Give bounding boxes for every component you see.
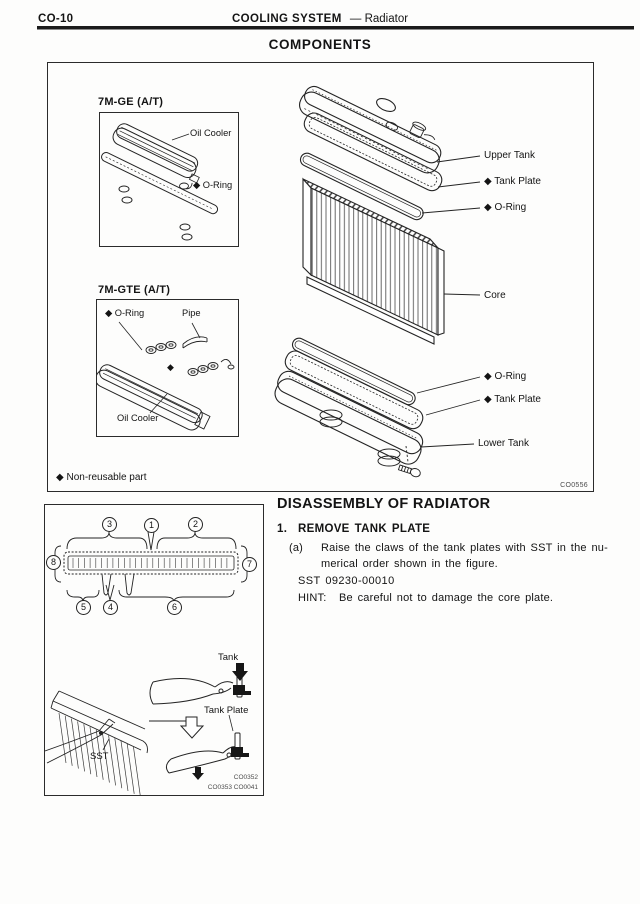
- tank-label: Tank: [218, 652, 239, 663]
- step-number: 1.: [277, 523, 288, 535]
- tank-plate-lower-label: ◆ Tank Plate: [484, 394, 541, 405]
- components-figure: [47, 62, 594, 492]
- claw-number-4: 4: [103, 600, 118, 615]
- tank-plate-upper-label: ◆ Tank Plate: [484, 176, 541, 187]
- sequence-arrow: [149, 717, 203, 738]
- claw-number-1: 1: [144, 518, 159, 533]
- upper-tank-drawing: [296, 72, 451, 177]
- tank-plate-bar-drawing: [64, 552, 238, 595]
- pliers-raise-sketch: [150, 663, 251, 704]
- tank-plate-claw-figure: [44, 504, 264, 796]
- radiator-corner-sketch: [45, 691, 148, 795]
- inset-7mgte-heading: 7M-GTE (A/T): [98, 284, 171, 296]
- header-rule: [37, 26, 634, 30]
- claw-order-drawing: [45, 505, 263, 795]
- non-reusable-diamond-marker: ◆: [167, 362, 174, 372]
- pipe-label-7mgte: Pipe: [182, 308, 201, 318]
- claw-order-braces: [50, 532, 252, 602]
- lower-tank-plate-drawing: [282, 348, 426, 432]
- figure-code-line2: CO0353 CO0041: [207, 783, 258, 791]
- o-ring-upper-label: ◆ O-Ring: [484, 202, 527, 213]
- lower-tank-label: Lower Tank: [478, 438, 529, 449]
- core-drawing: [303, 179, 444, 344]
- non-reusable-footnote: ◆ Non-reusable part: [56, 472, 147, 483]
- claw-number-7: 7: [242, 557, 257, 572]
- core-label: Core: [484, 290, 506, 301]
- page-code: CO-10: [38, 13, 74, 25]
- oil-cooler-label-7mgte: Oil Cooler: [117, 413, 159, 423]
- claw-number-6: 6: [167, 600, 182, 615]
- section-subtitle: — Radiator: [349, 13, 409, 25]
- figure-codes: [208, 773, 258, 792]
- oil-cooler-label-7mge: Oil Cooler: [190, 128, 232, 138]
- tank-plate-label: Tank Plate: [204, 705, 249, 716]
- claw-number-3: 3: [102, 517, 117, 532]
- inset-7mge-heading: 7M-GE (A/T): [98, 96, 164, 108]
- substep-letter: (a): [289, 542, 304, 554]
- running-header: [0, 13, 640, 25]
- hint-text: Be careful not to damage the core plate.: [339, 592, 554, 604]
- claw-number-2: 2: [188, 517, 203, 532]
- hint-label: HINT:: [298, 592, 327, 604]
- o-ring-label-7mgte: ◆ O-Ring: [105, 308, 145, 318]
- lower-tank-drawing: [270, 368, 428, 468]
- disassembly-heading: DISASSEMBLY OF RADIATOR: [277, 496, 491, 512]
- figure-code: CO0556: [560, 482, 588, 489]
- page-title: COMPONENTS: [268, 37, 372, 52]
- substep-line2: merical order shown in the figure.: [321, 558, 498, 570]
- figure-code-line1: CO0352: [233, 774, 258, 782]
- radiator-cap-drawing: [369, 96, 407, 132]
- o-ring-lower-label: ◆ O-Ring: [484, 371, 527, 382]
- inset-7mgte: [96, 299, 239, 437]
- sst-note: SST 09230-00010: [298, 575, 395, 587]
- upper-tank-label: Upper Tank: [484, 150, 535, 161]
- claw-number-5: 5: [76, 600, 91, 615]
- pliers-bend-sketch: [166, 715, 249, 780]
- claw-number-8: 8: [46, 555, 61, 570]
- o-ring-label-7mge: ◆ O-Ring: [193, 180, 233, 190]
- section-title: COOLING SYSTEM: [231, 13, 342, 25]
- substep-line1: Raise the claws of the tank plates with SST in the nu-: [321, 542, 608, 554]
- step-title: REMOVE TANK PLATE: [298, 523, 431, 535]
- sst-label: SST: [90, 751, 109, 762]
- inset-7mge: [99, 112, 239, 247]
